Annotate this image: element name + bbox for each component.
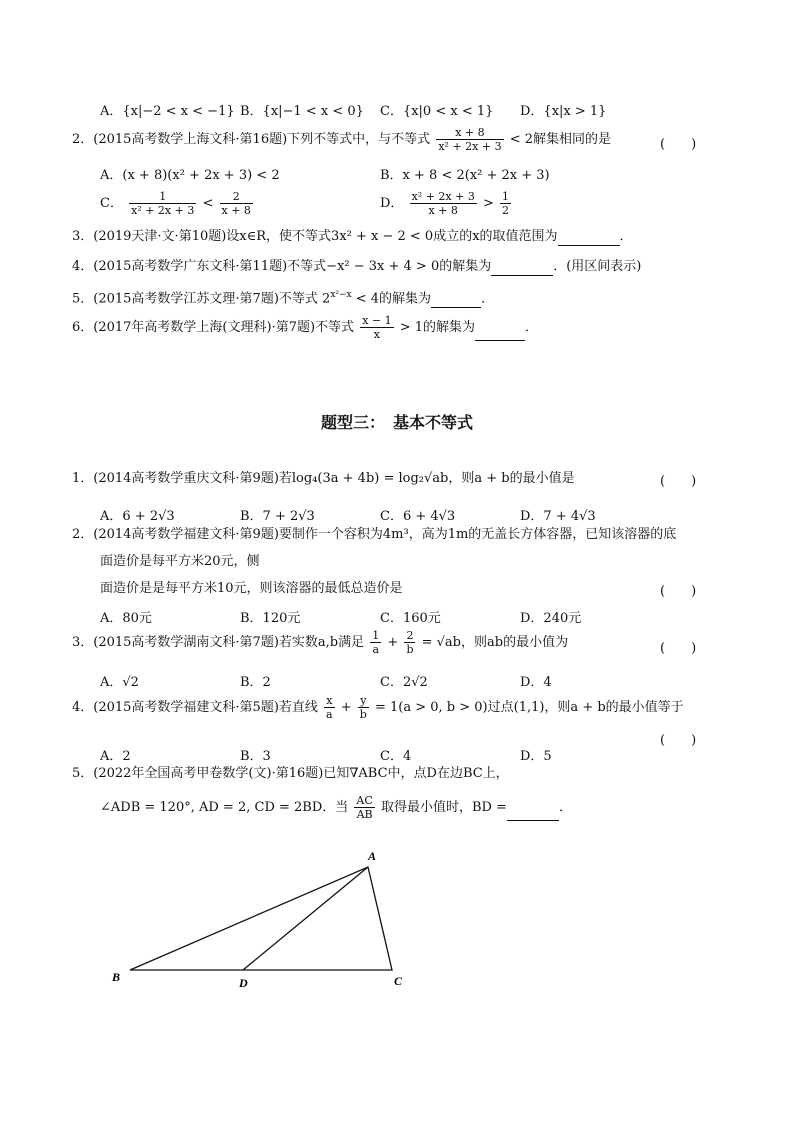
- answer-paren: ( ): [660, 733, 697, 748]
- fraction: [324, 694, 335, 721]
- numerator: x² + 2x + 3: [411, 190, 475, 203]
- numerator: 2: [220, 190, 253, 204]
- s3-q4-option-c: C．4: [380, 749, 412, 764]
- denominator: b: [406, 643, 414, 656]
- s3-q1-option-b: B．7 + 2√3: [240, 509, 315, 524]
- s2-q1-option-a: A．{x|−2 < x < −1}: [100, 104, 235, 119]
- numerator: 1: [502, 190, 509, 203]
- s3-q2-option-a: A．80元: [100, 611, 152, 626]
- s2-question-3: [72, 228, 633, 246]
- label-b: B: [112, 970, 121, 984]
- numerator: AC: [356, 794, 373, 807]
- question-text: 4．(2015高考数学福建文科·第5题)若直线: [72, 700, 318, 715]
- question-text: 3．(2015高考数学湖南文科·第7题)若实数a,b满足: [72, 635, 365, 650]
- s2-q2-option-a: A．(x + 8)(x² + 2x + 3) < 2: [100, 168, 280, 183]
- fraction: [436, 126, 503, 153]
- s3-q3-option-c: C．2√2: [380, 675, 428, 690]
- answer-blank: [491, 275, 553, 276]
- question-tail: ．(用区间表示): [553, 259, 642, 274]
- s2-q2-option-d: [380, 190, 513, 217]
- numerator: x − 1: [362, 314, 392, 327]
- s3-question-2-line-3: 面造价是是每平方米10元，则该溶器的最低总造价是: [100, 581, 403, 596]
- s2-q2-option-b: B．x + 8 < 2(x² + 2x + 3): [380, 168, 550, 183]
- question-tail: 取得最小值时，BD =: [380, 800, 507, 815]
- answer-blank: [558, 245, 620, 246]
- denominator: x² + 2x + 3: [438, 140, 502, 153]
- s3-q2-option-d: D．240元: [520, 611, 582, 626]
- operator: +: [387, 635, 399, 650]
- s3-question-1: 1．(2014高考数学重庆文科·第9题)若log₄(3a + 4b) = log₂√ab，则a + b的最小值是: [72, 471, 575, 486]
- question-tail: < 4的解集为: [351, 291, 432, 307]
- question-text: ∠ADB = 120°, AD = 2, CD = 2BD．当: [100, 800, 349, 815]
- fraction: [370, 629, 381, 656]
- option-label: D．: [380, 196, 404, 211]
- fraction: [220, 190, 253, 217]
- operator: >: [482, 196, 494, 211]
- fraction: [500, 190, 511, 217]
- s3-q3-option-b: B．2: [240, 675, 271, 690]
- fraction: [129, 190, 196, 217]
- s3-q4-option-d: D．5: [520, 749, 552, 764]
- s3-question-2-line-2: 面造价是每平方米20元，侧: [100, 554, 260, 569]
- label-c: C: [394, 974, 403, 988]
- s2-question-5: [72, 286, 494, 308]
- segment-ad: [243, 867, 368, 970]
- s2-question-2: [72, 126, 611, 153]
- s3-q4-option-b: B．3: [240, 749, 271, 764]
- fraction: [360, 314, 393, 341]
- denominator: a: [372, 643, 380, 656]
- fraction: [404, 629, 415, 656]
- s3-q1-option-d: D．7 + 4√3: [520, 509, 596, 524]
- s3-q4-option-a: A．2: [100, 749, 131, 764]
- period: ．: [558, 800, 572, 815]
- answer-paren: ( ): [660, 137, 697, 152]
- denominator: x: [373, 328, 380, 341]
- s3-q3-option-a: A．√2: [100, 675, 139, 690]
- option-label: C．: [100, 196, 123, 211]
- numerator: x + 8: [436, 126, 503, 140]
- operator: <: [202, 196, 214, 211]
- fraction: [410, 190, 477, 217]
- label-a: A: [368, 849, 377, 863]
- question-tail: > 1的解集为: [399, 320, 476, 335]
- question-text: 5．(2015高考数学江苏文理·第7题)不等式 2: [72, 291, 331, 307]
- denominator: a: [326, 708, 333, 721]
- question-text: 6．(2017年高考数学上海(文理科)·第7题)不等式: [72, 320, 355, 335]
- s3-question-5-line-1: 5．(2022年全国高考甲卷数学(文)·第16题)已知∇ABC中，点D在边BC上，: [72, 766, 509, 781]
- period: ．: [619, 229, 633, 244]
- numerator: y: [358, 694, 369, 708]
- answer-paren: ( ): [660, 584, 697, 599]
- fraction: [354, 794, 374, 821]
- label-d: D: [239, 976, 248, 990]
- denominator: 2: [502, 204, 509, 217]
- operator: +: [340, 700, 352, 715]
- numerator: 1: [372, 629, 380, 642]
- s3-q1-option-a: A．6 + 2√3: [100, 509, 175, 524]
- denominator: x + 8: [221, 204, 251, 217]
- denominator: AB: [356, 808, 373, 821]
- s3-question-5-line-2: [100, 794, 572, 821]
- denominator: x + 8: [428, 204, 458, 217]
- period: ．: [481, 291, 495, 307]
- s3-question-4: [72, 694, 684, 721]
- s3-q2-option-b: B．120元: [240, 611, 301, 626]
- numerator: x: [324, 694, 335, 708]
- s3-question-2-line-1: 2．(2014高考数学福建文科·第9题)要制作一个容积为4m³，高为1m的无盖长方体容器，已知该溶器的底: [72, 527, 677, 542]
- section-title: 题型三： 基本不等式: [320, 413, 473, 432]
- s2-q1-option-b: B．{x|−1 < x < 0}: [240, 104, 364, 119]
- s3-q3-option-d: D．4: [520, 675, 552, 690]
- exponent: x²−x: [330, 290, 352, 300]
- fraction: [358, 694, 369, 721]
- answer-blank: [507, 820, 559, 821]
- answer-paren: ( ): [660, 474, 697, 489]
- answer-blank: [475, 340, 525, 341]
- s2-question-4: [72, 258, 641, 276]
- question-tail: = √ab，则ab的最小值为: [421, 635, 569, 650]
- answer-blank: [431, 307, 481, 308]
- s2-q1-option-c: C．{x|0 < x < 1}: [380, 104, 494, 119]
- denominator: b: [359, 708, 367, 721]
- denominator: x² + 2x + 3: [131, 204, 195, 217]
- question-tail: < 2解集相同的是: [509, 132, 611, 147]
- s3-q2-option-c: C．160元: [380, 611, 441, 626]
- question-tail: = 1(a > 0, b > 0)过点(1,1)，则a + b的最小值等于: [374, 700, 684, 715]
- question-text: 2．(2015高考数学上海文科·第16题)下列不等式中，与不等式: [72, 132, 431, 147]
- numerator: 2: [404, 629, 415, 643]
- s2-question-6: [72, 314, 538, 341]
- s3-question-3: [72, 629, 568, 656]
- triangle-figure: [100, 845, 420, 995]
- numerator: 1: [129, 190, 196, 204]
- s2-q2-option-c: [100, 190, 255, 217]
- question-text: 4．(2015高考数学广东文科·第11题)不等式−x² − 3x + 4 > 0的解集为: [72, 259, 492, 274]
- s2-q1-option-d: D．{x|x > 1}: [520, 104, 607, 119]
- period: ．: [525, 320, 539, 335]
- answer-paren: ( ): [660, 641, 697, 656]
- question-text: 3．(2019天津·文·第10题)设x∈R，使不等式3x² + x − 2 < 0成立的x的取值范围为: [72, 229, 558, 244]
- s3-q1-option-c: C．6 + 4√3: [380, 509, 456, 524]
